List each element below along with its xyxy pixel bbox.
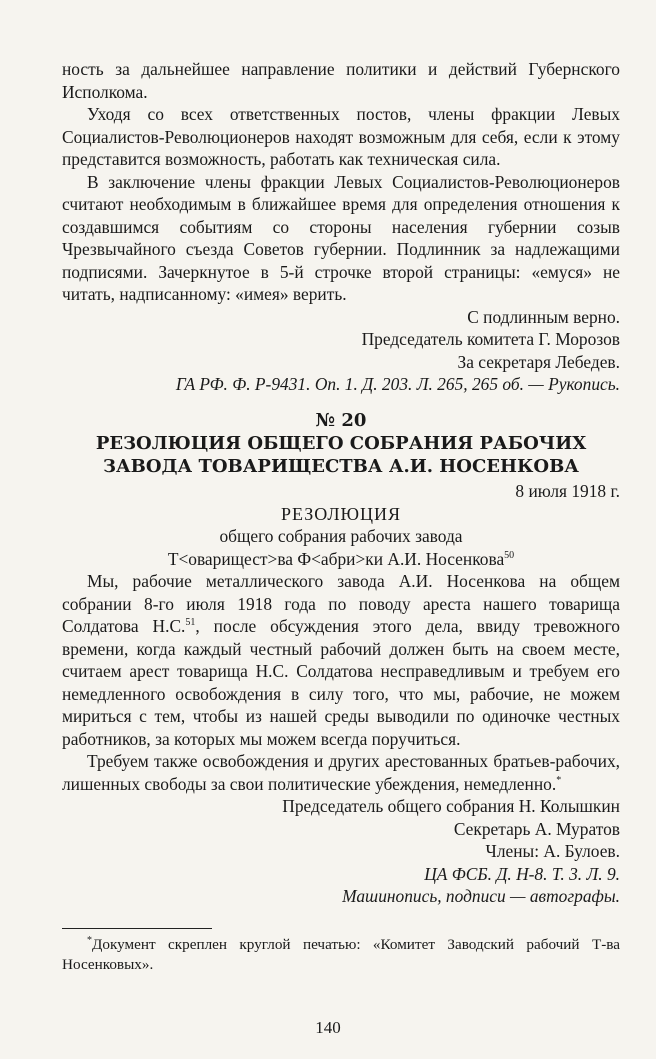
signature-members: Члены: А. Булоев. (485, 841, 620, 861)
page-body (62, 58, 620, 975)
page-number: 140 (315, 1018, 341, 1037)
paragraph: В заключение члены фракции Левых Социалистов-Революционеров считают необходимым в ближайшее время для определения отношения к создавшимся событиям со стороны населения губернии созыв Чрезвычайного съезда Советов губернии. Подлинник за надлежащими подписями. Зачеркнутое в 5-й строчке второй страницы: «емуся» не читать, надписанному: «имея» верить. (62, 171, 620, 304)
document-note: Машинопись, подписи — автографы. (342, 886, 620, 906)
footnote-mark: * (87, 934, 92, 946)
document-title: РЕЗОЛЮЦИЯ ОБЩЕГО СОБРАНИЯ РАБОЧИХ ЗАВОДА ТОВАРИЩЕСТВА А.И. НОСЕНКОВА (95, 433, 587, 477)
resolution-demand (62, 750, 620, 795)
signature-secretary: Секретарь А. Муратов (453, 818, 620, 839)
footnote (62, 935, 620, 975)
resolution-subtitle: общего собрания рабочих завода (219, 526, 463, 546)
archive-source: ЦА ФСБ. Д. Н-8. Т. 3. Л. 9. (424, 863, 620, 884)
footnote-divider (62, 928, 212, 929)
archive-source: ГА РФ. Ф. Р-9431. Оп. 1. Д. 203. Л. 265, 265 об. — Рукопись. (175, 374, 620, 394)
resolution-heading: РЕЗОЛЮЦИЯ (280, 503, 402, 524)
certification-line: С подлинным верно. (467, 306, 620, 327)
paragraph: Уходя со всех ответственных постов, члены фракции Левых Социалистов-Революционеров находят возможным для себя, если к этому представится возможность, работать как техническая сила. (62, 104, 620, 169)
demand-text: Требуем также освобождения и других арестованных братьев-рабочих, лишенных свободы за свои политические убеждения, немедленно. (62, 751, 620, 794)
body-text-a: Мы, рабочие металлического завода А.И. Носенкова на общем собрании 8-го июля 1918 года по поводу ареста нашего товарища Солдатова Н.С. (62, 571, 620, 636)
footnote-ref: 50 (504, 549, 515, 561)
subtitle-text: Т<оварищест>ва Ф<абри>ки А.И. Носенкова (167, 548, 505, 569)
footnote-mark: * (556, 774, 562, 786)
signature-secretary: За секретаря Лебедев. (457, 351, 620, 372)
footnote-ref: 51 (185, 617, 196, 629)
footnote-text: Документ скреплен круглой печатью: «Комитет Заводский рабочий Т-ва Носенковых». (62, 935, 620, 973)
body-text-b: , после обсуждения этого дела, ввиду тревожного времени, когда каждый честный рабочий должен быть на своем месте, считаем арест товарища Н.С. Солдатова несправедливым и требуем его немедленного освобождения в силу того, что мы, рабочие, не можем мириться с тем, чтобы из нашей среды выводили по одиночке честных работников, за которых мы можем всегда поручиться. (62, 616, 620, 749)
document-date: 8 июля 1918 г. (515, 481, 620, 501)
paragraph-continuation: ность за дальнейшее направление политики и действий Губернского Исполкома. (62, 59, 620, 102)
signature-chairman: Председатель комитета Г. Морозов (361, 329, 620, 349)
signature-chairman: Председатель общего собрания Н. Колышкин (282, 796, 620, 816)
resolution-subtitle-2 (62, 548, 620, 571)
resolution-body (62, 570, 620, 750)
document-number: № 20 (315, 409, 367, 431)
